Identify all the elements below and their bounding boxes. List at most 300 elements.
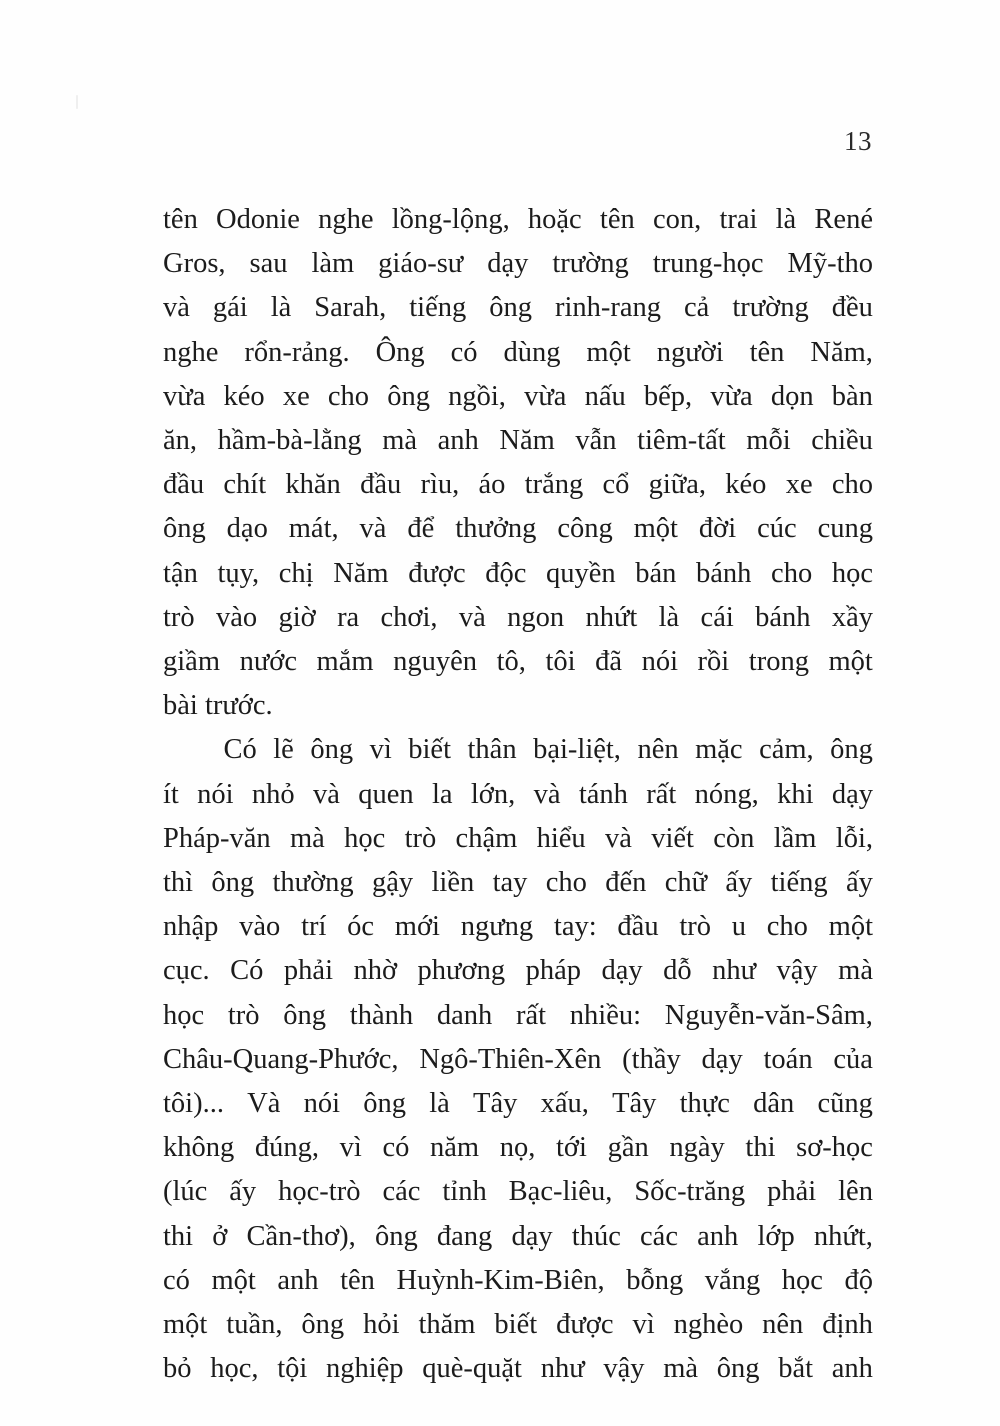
word: bại-liệt, xyxy=(533,734,621,766)
word: đang xyxy=(436,1220,493,1252)
word: Cần-thơ), xyxy=(246,1220,356,1252)
word: anh xyxy=(697,1220,739,1252)
word: thành xyxy=(349,999,414,1031)
word: là xyxy=(658,601,680,633)
word: và xyxy=(458,601,486,633)
word: vì xyxy=(369,734,392,766)
word: ông xyxy=(716,1353,760,1385)
word: con, xyxy=(652,204,702,235)
word: anh xyxy=(277,1264,319,1296)
word: Huỳnh-Kim-Biên, xyxy=(396,1264,605,1296)
word: có xyxy=(450,336,478,368)
word: tiêm-tất xyxy=(637,425,726,457)
word: vậy xyxy=(603,1353,645,1385)
word: thi xyxy=(163,1220,194,1252)
word: tay xyxy=(492,867,528,899)
text-line xyxy=(163,507,873,551)
word: dỗ xyxy=(663,955,692,987)
text-line xyxy=(163,817,873,861)
word: trường xyxy=(552,248,629,280)
word: nghiệp xyxy=(325,1353,404,1385)
word: nói xyxy=(641,646,678,678)
word: bếp, xyxy=(643,380,693,412)
word: thúc xyxy=(571,1220,621,1252)
word: nói xyxy=(303,1088,341,1120)
word: nấu xyxy=(584,380,626,412)
word: cũng xyxy=(817,1088,873,1120)
text-line xyxy=(163,596,873,640)
word: tên xyxy=(340,1264,375,1296)
word: trai xyxy=(719,204,758,235)
word: cục. xyxy=(163,955,210,987)
word: và xyxy=(604,822,632,854)
word: mặc xyxy=(695,734,743,766)
word: quen xyxy=(358,778,414,810)
word: trò xyxy=(404,822,437,854)
word: rìu, xyxy=(420,469,460,501)
word: kéo xyxy=(223,380,265,412)
word: mỗi xyxy=(746,425,791,457)
word: tên xyxy=(599,204,635,235)
word: tên xyxy=(163,204,198,235)
word: giáo-sư xyxy=(378,248,464,280)
word: bàn xyxy=(831,380,873,412)
word: ông xyxy=(830,734,873,766)
word: tỉnh xyxy=(442,1176,487,1208)
word: trò xyxy=(227,999,260,1031)
word: dân xyxy=(753,1088,795,1120)
word: là xyxy=(775,204,797,235)
word: Bạc-liêu, xyxy=(508,1176,613,1208)
word: nghe xyxy=(163,336,219,368)
word: dạo xyxy=(226,513,268,545)
word: tụy, xyxy=(217,557,260,589)
word: nhứt, xyxy=(813,1220,873,1252)
word: làm xyxy=(311,248,355,280)
word: ngon xyxy=(507,601,565,633)
word: pháp xyxy=(525,955,581,987)
text-line xyxy=(163,286,873,330)
word: chơi, xyxy=(380,601,438,633)
text-line xyxy=(163,905,873,949)
text-line-last: bài trước. xyxy=(163,690,273,722)
word: ngồi, xyxy=(448,380,506,412)
word: phương xyxy=(417,955,506,987)
word: thân xyxy=(467,734,517,766)
word: tiếng xyxy=(770,867,828,899)
word: hoặc xyxy=(527,204,582,235)
word: mà xyxy=(289,822,325,854)
word: ăn, xyxy=(163,425,198,457)
word: ông xyxy=(301,1309,345,1341)
text-line xyxy=(163,463,873,507)
word: cảm, xyxy=(759,734,814,766)
word: học xyxy=(163,999,205,1031)
word: Và xyxy=(247,1088,281,1120)
word: ông xyxy=(387,380,430,412)
word: tuần, xyxy=(226,1309,283,1341)
word: óc xyxy=(347,911,375,943)
word: Có xyxy=(223,734,257,766)
word: các xyxy=(382,1176,421,1208)
word: cho xyxy=(766,911,808,943)
text-line xyxy=(163,1215,873,1259)
word: hiểu xyxy=(536,822,586,854)
word: năm xyxy=(430,1132,480,1164)
word: vì xyxy=(339,1132,362,1164)
text-line xyxy=(163,1126,873,1170)
word: lớp xyxy=(757,1220,795,1252)
word: hỏi xyxy=(363,1309,400,1341)
word: khăn xyxy=(285,469,341,501)
word: chậm xyxy=(455,822,518,854)
word: Năm xyxy=(333,557,389,589)
word: nhứt xyxy=(585,601,638,633)
word: đầu xyxy=(360,469,402,501)
word: chiều xyxy=(811,425,873,457)
word: cho xyxy=(831,469,873,501)
word: lên xyxy=(838,1176,873,1208)
page-text-block xyxy=(163,198,873,1391)
word: vậy xyxy=(776,955,818,987)
word: mà xyxy=(382,425,418,457)
word: cúc xyxy=(757,513,797,545)
word: anh xyxy=(831,1353,873,1385)
word: xe xyxy=(282,380,310,412)
text-line-indented xyxy=(163,728,873,772)
word: rất xyxy=(515,999,547,1031)
word: cả xyxy=(684,292,710,324)
word: quyền xyxy=(546,557,616,589)
word: dạy xyxy=(831,778,873,810)
text-line xyxy=(163,198,873,242)
word: mà xyxy=(838,955,873,987)
word: cho xyxy=(545,867,587,899)
word: bánh xyxy=(696,557,752,589)
word: còn xyxy=(713,822,755,854)
word: học xyxy=(344,822,386,854)
text-line xyxy=(163,242,873,286)
word: cái xyxy=(700,601,734,633)
word: cổ xyxy=(602,469,630,501)
word: thăm xyxy=(418,1309,476,1341)
word: sơ-học xyxy=(796,1132,873,1164)
word: nước xyxy=(239,646,297,678)
word: được xyxy=(408,557,466,589)
word: bắt xyxy=(778,1353,814,1385)
word: giầm xyxy=(163,646,220,678)
word: đều xyxy=(831,292,873,324)
word: độ xyxy=(844,1264,873,1296)
text-line xyxy=(163,552,873,596)
word: ngưng xyxy=(460,911,534,943)
word: giữa, xyxy=(648,469,707,501)
word: được xyxy=(556,1309,614,1341)
word: phải xyxy=(767,1176,817,1208)
text-line xyxy=(163,1347,873,1391)
word: mới xyxy=(394,911,440,943)
word: tiếng xyxy=(409,292,467,324)
word: nọ, xyxy=(499,1132,536,1164)
word: tận xyxy=(163,557,198,589)
word: rất xyxy=(646,778,677,810)
word: mắm xyxy=(316,646,374,678)
word: chị xyxy=(278,557,314,589)
word: một xyxy=(211,1264,256,1296)
word: khi xyxy=(777,778,814,810)
word: mà xyxy=(663,1353,699,1385)
word: để xyxy=(407,513,435,545)
text-line xyxy=(163,1170,873,1214)
word: dạy xyxy=(511,1220,553,1252)
word: nhỏ xyxy=(251,778,295,810)
word: nên xyxy=(762,1309,804,1341)
word: công xyxy=(557,513,613,545)
word: Odonie xyxy=(216,204,300,235)
word: nghèo xyxy=(673,1309,744,1341)
word: rổn-rảng. xyxy=(244,336,350,368)
word: trí xyxy=(301,911,327,943)
word: và xyxy=(163,292,190,324)
text-line xyxy=(163,1082,873,1126)
word: (lúc xyxy=(163,1176,208,1208)
word: và xyxy=(359,513,387,545)
word: nguyên xyxy=(393,646,478,678)
word: rinh-rang xyxy=(554,292,662,324)
word: ông xyxy=(374,1220,418,1252)
word: học-trò xyxy=(278,1176,361,1208)
word: cho xyxy=(327,380,370,412)
word: nhờ xyxy=(353,955,398,987)
word: dạy xyxy=(601,955,643,987)
text-line xyxy=(163,773,873,817)
word: học xyxy=(831,557,873,589)
word: tánh xyxy=(578,778,628,810)
text-line xyxy=(163,375,873,419)
word: ông xyxy=(163,513,206,545)
word: dùng xyxy=(503,336,561,368)
word: lớn, xyxy=(470,778,516,810)
word: đã xyxy=(595,646,622,678)
word: như xyxy=(712,955,757,987)
word: tôi xyxy=(545,646,576,678)
word: ông xyxy=(283,999,327,1031)
word: Pháp-văn xyxy=(163,822,271,854)
word: thưởng xyxy=(455,513,537,545)
word: một xyxy=(586,336,631,368)
word: tô, xyxy=(496,646,526,678)
word: ấy xyxy=(229,1176,257,1208)
word: người xyxy=(656,336,724,368)
word: đúng, xyxy=(254,1132,320,1164)
word: tên xyxy=(749,336,785,368)
word: René xyxy=(814,204,873,235)
word: học xyxy=(781,1264,823,1296)
word: gậy xyxy=(372,867,414,899)
text-line xyxy=(163,861,873,905)
word: (thầy xyxy=(622,1043,681,1075)
word: què-quặt xyxy=(422,1353,522,1385)
word: độc xyxy=(485,557,527,589)
text-line xyxy=(163,331,873,375)
word: các xyxy=(640,1220,678,1252)
word: biết xyxy=(408,734,452,766)
word: biết xyxy=(494,1309,538,1341)
word: ấy xyxy=(845,867,873,899)
text-line xyxy=(163,1303,873,1347)
word: Gros, xyxy=(163,248,226,280)
word: cung xyxy=(817,513,873,545)
word: chữ xyxy=(664,867,708,899)
word: rồi xyxy=(697,646,730,678)
word: bỏ xyxy=(163,1353,192,1385)
word: bỗng xyxy=(626,1264,684,1296)
word: xấu, xyxy=(540,1088,589,1120)
text-line xyxy=(163,1259,873,1303)
text-line xyxy=(163,949,873,993)
word: ông xyxy=(310,734,354,766)
word: gái xyxy=(212,292,248,324)
word: Năm, xyxy=(810,336,873,368)
word: lồng-lộng, xyxy=(391,204,510,235)
word: hầm-bà-lằng xyxy=(217,425,362,457)
word: dạy xyxy=(701,1043,743,1075)
word: sau xyxy=(249,248,288,280)
word: dọn xyxy=(770,380,814,412)
word: nóng, xyxy=(694,778,759,810)
word: giờ xyxy=(278,601,316,633)
word: nghe xyxy=(318,204,374,235)
word: danh xyxy=(436,999,493,1031)
word: là xyxy=(270,292,292,324)
word: Tây xyxy=(612,1088,657,1120)
word: đời xyxy=(698,513,737,545)
word: kéo xyxy=(725,469,767,501)
word: bánh xyxy=(755,601,811,633)
word: liền xyxy=(431,867,475,899)
paragraph-2 xyxy=(163,728,873,1391)
word: ông xyxy=(211,867,255,899)
word: định xyxy=(822,1309,873,1341)
word: tội xyxy=(277,1353,308,1385)
word: nhiều: xyxy=(569,999,642,1031)
word: một xyxy=(633,513,678,545)
word: trò xyxy=(679,911,711,943)
word: vì xyxy=(632,1309,655,1341)
word: dạy xyxy=(487,248,529,280)
word: tay: xyxy=(553,911,597,943)
word: Tây xyxy=(473,1088,518,1120)
word: bán xyxy=(635,557,677,589)
word: Ngô-Thiên-Xên xyxy=(419,1043,602,1075)
word: gần xyxy=(607,1132,649,1164)
text-line xyxy=(163,994,873,1038)
word: trò xyxy=(163,601,195,633)
word: ít xyxy=(163,778,179,810)
word: thực xyxy=(679,1088,730,1120)
word: Mỹ-tho xyxy=(787,248,873,280)
word: vào xyxy=(216,601,258,633)
word: Nguyễn-văn-Sâm, xyxy=(664,999,873,1031)
word: viết xyxy=(651,822,694,854)
text-line xyxy=(163,1038,873,1082)
word: áo xyxy=(478,469,506,501)
word: nhập xyxy=(163,911,219,943)
word: như xyxy=(540,1353,585,1385)
word: vừa xyxy=(524,380,567,412)
word: vừa xyxy=(163,380,206,412)
scan-artifact-speck xyxy=(76,95,78,109)
word: một xyxy=(163,1309,208,1341)
word: cho xyxy=(771,557,813,589)
word: một xyxy=(828,646,873,678)
word: chít xyxy=(223,469,267,501)
word: có xyxy=(382,1132,410,1164)
word: ông xyxy=(363,1088,407,1120)
word: xe xyxy=(785,469,813,501)
word: Sarah, xyxy=(314,292,387,324)
word: toán xyxy=(763,1043,813,1075)
word: lỗi, xyxy=(835,822,873,854)
word: mát, xyxy=(288,513,339,545)
paragraph-1 xyxy=(163,198,873,728)
word: anh xyxy=(437,425,479,457)
word: vẫn xyxy=(575,425,617,457)
word: học, xyxy=(210,1353,259,1385)
word: lẽ xyxy=(273,734,294,766)
word: đầu xyxy=(617,911,659,943)
word: đầu xyxy=(163,469,205,501)
word: có xyxy=(163,1264,190,1296)
word: vào xyxy=(239,911,281,943)
word: trắng xyxy=(524,469,584,501)
word: ra xyxy=(337,601,360,633)
word: một xyxy=(828,911,873,943)
word: và xyxy=(313,778,340,810)
word: không xyxy=(163,1132,235,1164)
word: Châu-Quang-Phước, xyxy=(163,1043,399,1075)
word: trung-học xyxy=(652,248,764,280)
word: trong xyxy=(748,646,809,678)
word: của xyxy=(833,1043,873,1075)
word: thì xyxy=(163,867,194,899)
word: ngày xyxy=(669,1132,725,1164)
word: xầy xyxy=(831,601,873,633)
word: vừa xyxy=(710,380,753,412)
word: Sốc-trăng xyxy=(634,1176,746,1208)
word: vắng xyxy=(704,1264,761,1296)
word: nói xyxy=(197,778,234,810)
word: u xyxy=(731,911,746,943)
word: ấy xyxy=(725,867,753,899)
word: Có xyxy=(230,955,264,987)
word: và xyxy=(533,778,561,810)
text-line xyxy=(163,640,873,684)
word: là xyxy=(429,1088,450,1120)
paragraph-indent xyxy=(163,728,207,772)
word: ở xyxy=(212,1220,228,1252)
word: thường xyxy=(272,867,354,899)
word: Năm xyxy=(499,425,555,457)
word: thi xyxy=(745,1132,776,1164)
word: nên xyxy=(637,734,679,766)
text-line xyxy=(163,419,873,463)
word: Ông xyxy=(375,336,425,368)
word: trường xyxy=(732,292,809,324)
word: tới xyxy=(556,1132,587,1164)
page-number: 13 xyxy=(844,126,872,156)
word: ông xyxy=(489,292,532,324)
